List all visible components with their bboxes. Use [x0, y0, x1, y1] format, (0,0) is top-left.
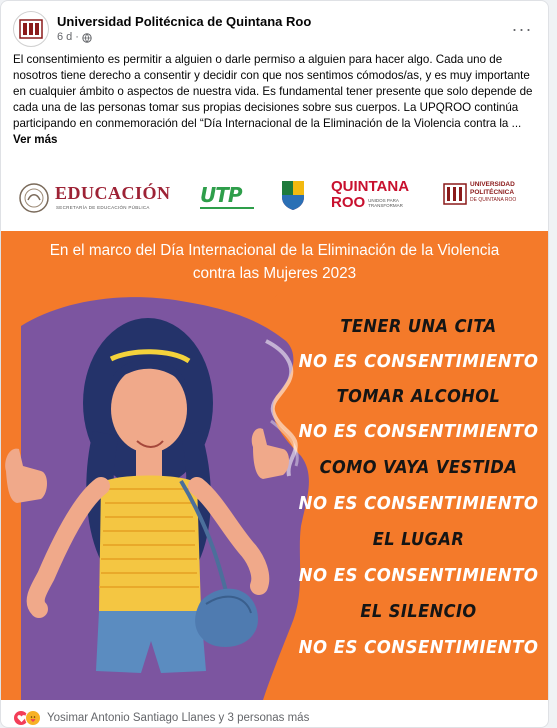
mexico-seal-icon — [19, 181, 49, 215]
utp-underline — [200, 207, 254, 209]
statement-7: EL LUGAR — [372, 529, 465, 550]
statement-1: TENER UNA CITA — [340, 316, 497, 337]
upqroo-label-2: POLITÉCNICA — [470, 189, 515, 196]
utp-logo — [200, 185, 258, 211]
statement-5: COMO VAYA VESTIDA — [319, 457, 518, 478]
globe-icon — [82, 33, 92, 43]
sep-logo — [19, 181, 179, 215]
statement-9: EL SILENCIO — [360, 601, 477, 622]
poster-headline — [1, 239, 548, 285]
post-timestamp[interactable] — [57, 30, 311, 45]
reaction-icons — [13, 710, 41, 726]
statement-3: TOMAR ALCOHOL — [336, 386, 501, 407]
statement-2: NO ES CONSENTIMIENTO — [298, 351, 539, 372]
reactions-summary[interactable]: Yosimar Antonio Santiago Llanes y 3 personas más — [47, 712, 310, 724]
roo-label: ROO — [331, 194, 366, 211]
statement-8: NO ES CONSENTIMIENTO — [298, 565, 539, 586]
logos-bar — [1, 159, 548, 231]
post-body: El consentimiento es permitir a alguien o darle permiso a alguien para hacer algo. Cada uno de nosotros tiene derecho a consentir y decidir con que nos sentimos cómodos/as, y es muy importante en cualquier ámbito o aspectos de nuestra vida. Es fundamental tener presente que solo depende de cada una de las personas tomar sus propias decisiones sobre sus cuerpos. La UPQROO continúa participando en conmemoración del “Día Internacional de la Eliminación de la Violencia contra la ... — [13, 53, 533, 131]
headline-line-2: contra las Mujeres 2023 — [192, 265, 357, 282]
page-name[interactable]: Universidad Politécnica de Quintana Roo — [57, 14, 312, 29]
statement-10: NO ES CONSENTIMIENTO — [298, 637, 539, 658]
care-reaction-icon — [25, 710, 41, 726]
roo-sublabel: UNIDOS PARA TRANSFORMAR — [368, 197, 403, 208]
upqroo-label-1: UNIVERSIDAD — [470, 181, 515, 188]
statement-6: NO ES CONSENTIMIENTO — [298, 493, 539, 514]
post-image[interactable] — [1, 159, 548, 700]
quintana-roo-logo — [331, 179, 421, 213]
post-header — [13, 11, 540, 47]
upqroo-building-icon — [443, 183, 467, 205]
post-text — [13, 52, 542, 149]
more-options-icon[interactable]: ··· — [511, 18, 533, 39]
upqroo-logo-icon — [18, 16, 44, 42]
statement-4: NO ES CONSENTIMIENTO — [298, 421, 539, 442]
upqroo-logo — [443, 181, 535, 211]
quintana-roo-shield — [280, 179, 306, 211]
see-more-link[interactable]: Ver más — [13, 133, 58, 147]
campaign-poster — [1, 231, 548, 700]
quintana-label: QUINTANA — [331, 178, 410, 195]
page-avatar[interactable] — [13, 11, 49, 47]
educacion-label: EDUCACIÓN — [55, 183, 171, 203]
shield-icon — [280, 179, 306, 211]
utp-label: UTP — [200, 183, 242, 207]
upqroo-label-3: DE QUINTANA ROO — [470, 197, 517, 203]
dot-separator: · — [75, 31, 79, 43]
post-time-text: 6 d — [57, 31, 73, 43]
reactions-bar[interactable] — [13, 709, 309, 727]
headline-line-1: En el marco del Día Internacional de la Eliminación de la Violencia — [49, 242, 500, 259]
sep-sublabel: SECRETARÍA DE EDUCACIÓN PÚBLICA — [56, 205, 150, 210]
roo-row — [331, 194, 421, 211]
